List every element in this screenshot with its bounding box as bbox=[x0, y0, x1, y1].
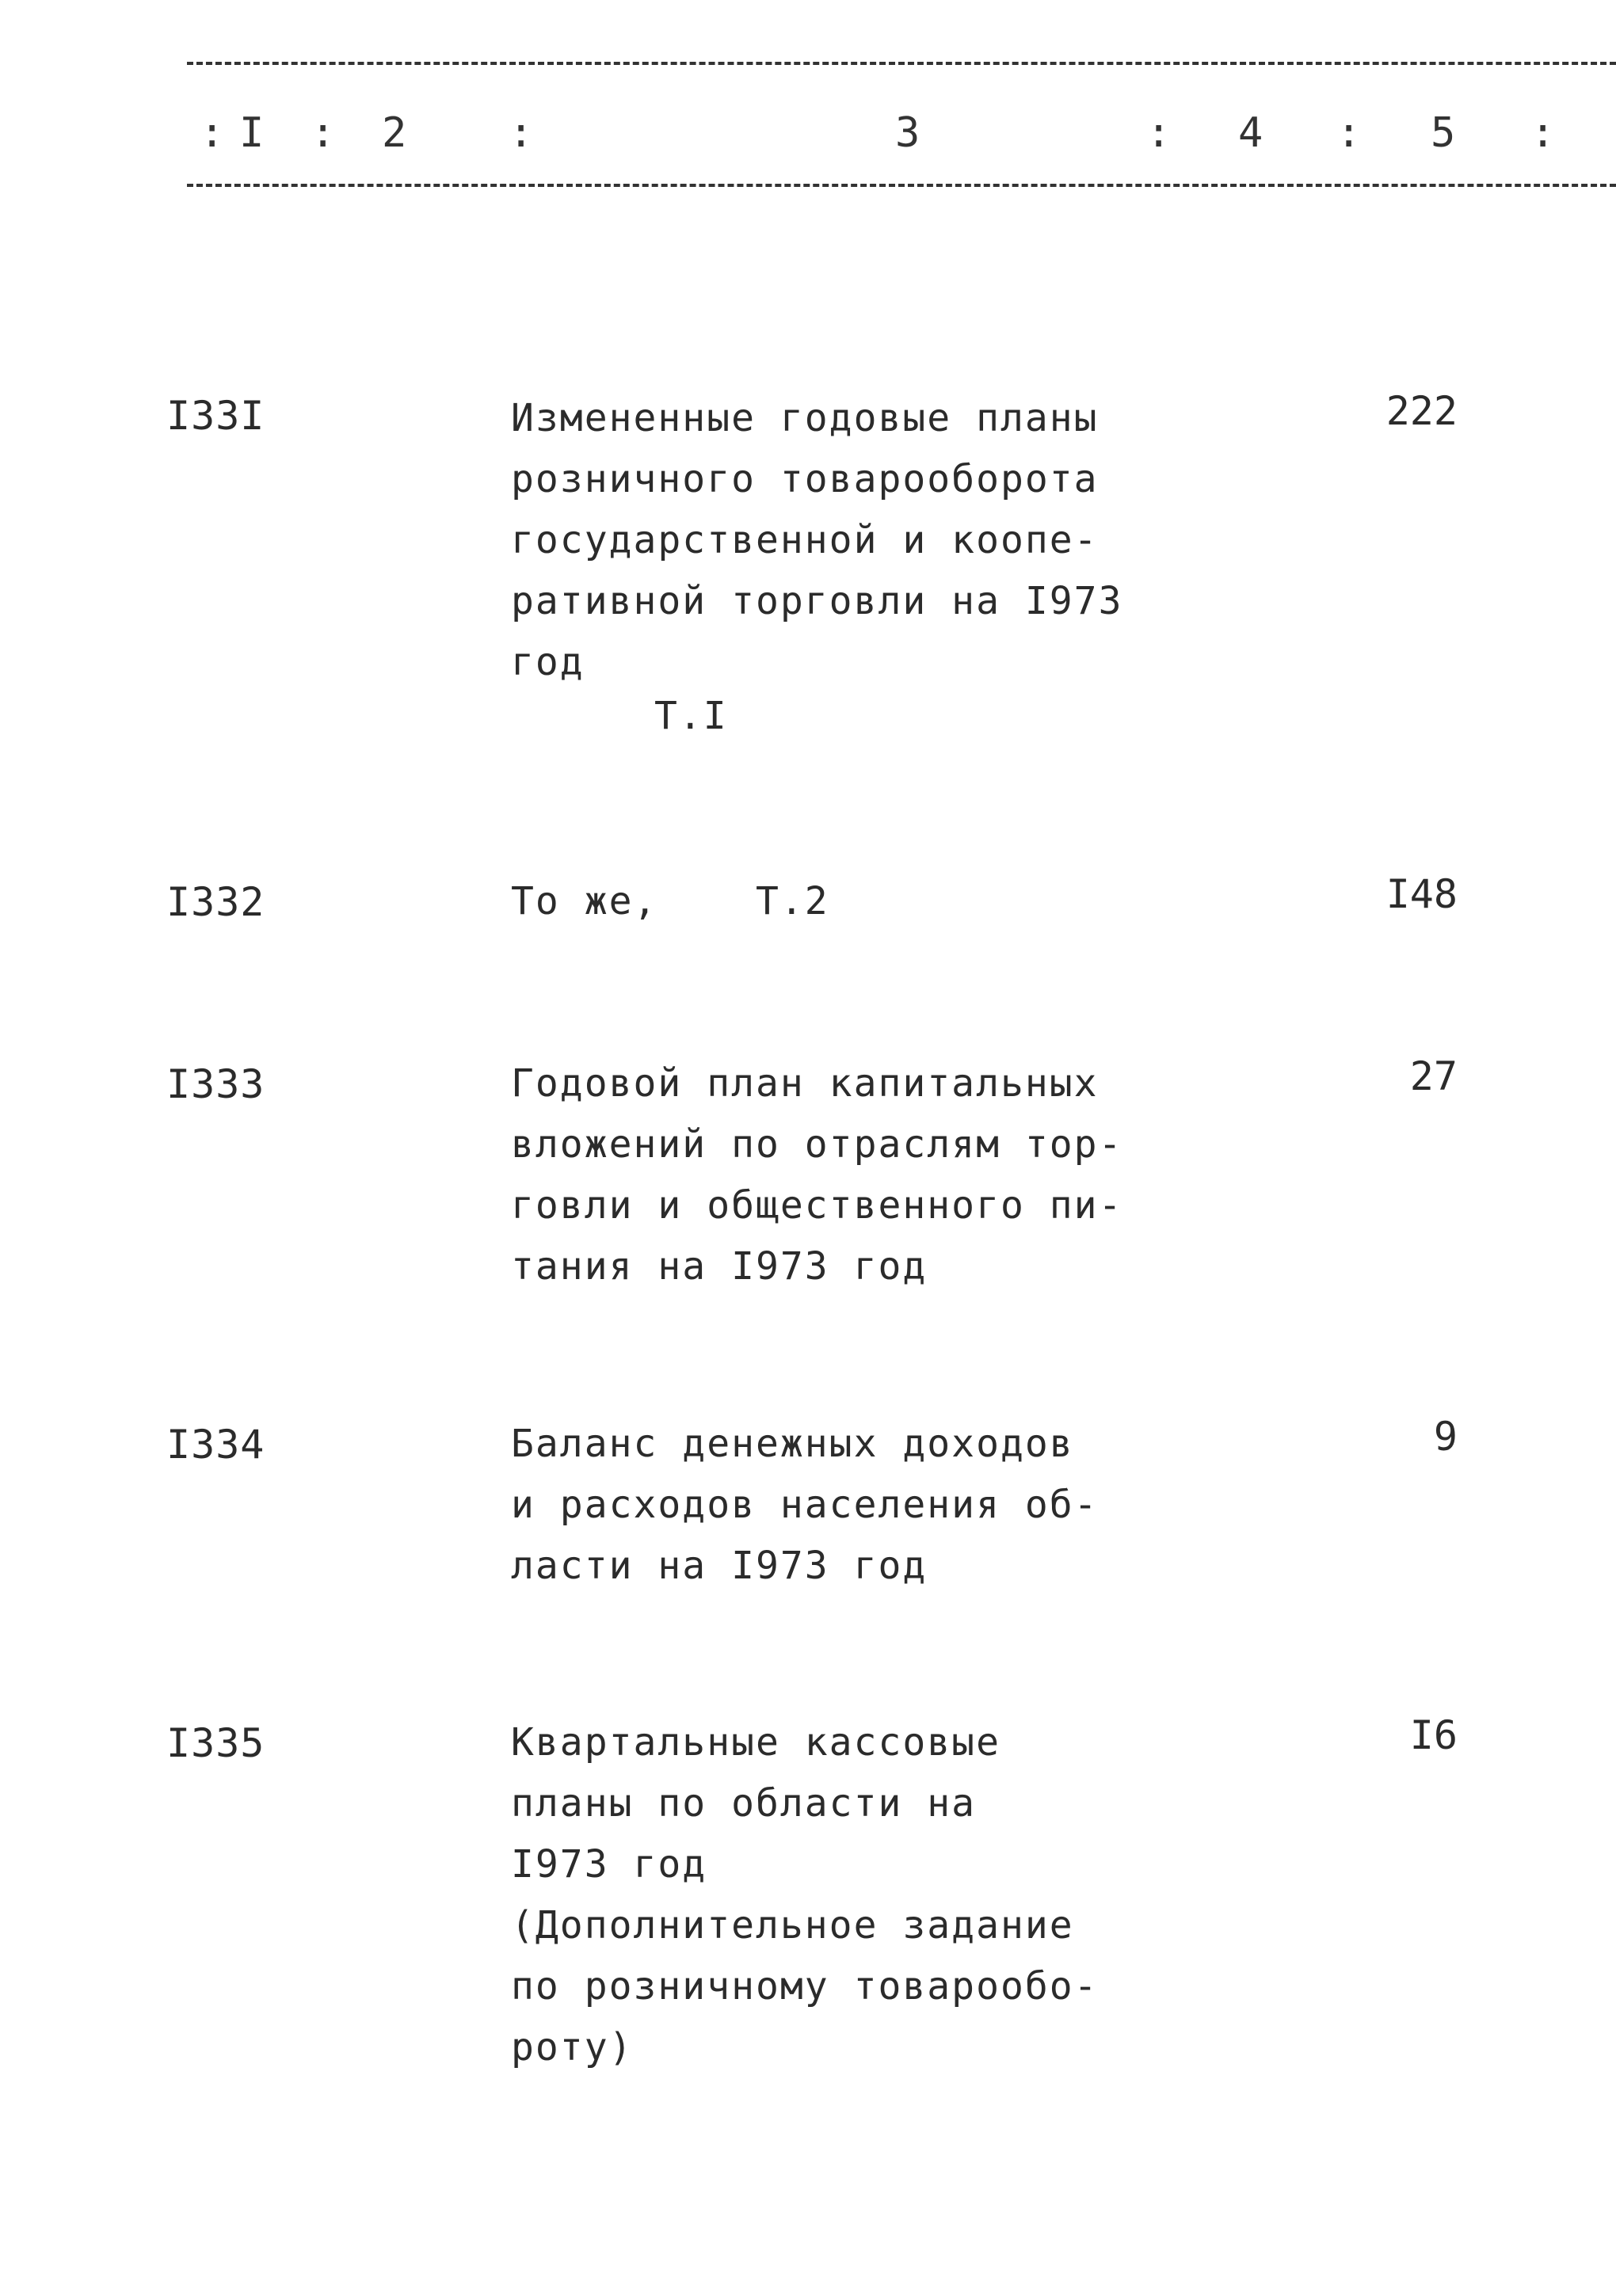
entry-description bbox=[511, 1712, 1145, 2078]
entry-description bbox=[511, 1414, 1145, 1597]
description-line: год bbox=[511, 640, 585, 684]
header-col-5: 5 bbox=[1431, 109, 1456, 157]
description-line: ративной торговли на I973 bbox=[511, 579, 1123, 623]
entry-volume: Т.I bbox=[654, 694, 728, 738]
entry-number: I33I bbox=[166, 393, 265, 439]
description-line: Баланс денежных доходов bbox=[511, 1422, 1074, 1466]
description-line: То же, Т.2 bbox=[511, 879, 829, 923]
description-line: тания на I973 год bbox=[511, 1244, 928, 1289]
description-line: (Дополнительное задание bbox=[511, 1903, 1074, 1948]
header-separator: : bbox=[200, 109, 225, 157]
description-line: и расходов населения об- bbox=[511, 1483, 1099, 1527]
header-separator: : bbox=[311, 109, 336, 157]
entry-description bbox=[511, 871, 1145, 932]
entry-number: I335 bbox=[166, 1720, 265, 1766]
description-line: розничного товарооборота bbox=[511, 457, 1099, 501]
description-line: говли и общественного пи- bbox=[511, 1183, 1123, 1228]
header-bottom-rule bbox=[187, 184, 1616, 187]
description-line: Измененные годовые планы bbox=[511, 396, 1099, 440]
header-separator: : bbox=[1336, 109, 1362, 157]
header-top-rule bbox=[187, 62, 1616, 65]
entry-number: I334 bbox=[166, 1422, 265, 1468]
description-line: Квартальные кассовые bbox=[511, 1720, 1000, 1765]
entry-sheet-count: 222 bbox=[1385, 388, 1458, 434]
entry-sheet-count: 27 bbox=[1409, 1053, 1458, 1099]
description-line: по розничному товарообо- bbox=[511, 1964, 1099, 2009]
entry-sheet-count: I48 bbox=[1385, 871, 1458, 917]
description-line: государственной и коопе- bbox=[511, 518, 1099, 562]
entry-description bbox=[511, 1053, 1145, 1297]
header-col-4: 4 bbox=[1238, 109, 1263, 157]
description-line: планы по области на bbox=[511, 1781, 977, 1826]
entry-number: I332 bbox=[166, 879, 265, 925]
description-line: ласти на I973 год bbox=[511, 1544, 928, 1588]
description-line: роту) bbox=[511, 2025, 634, 2069]
header-separator: : bbox=[1530, 109, 1556, 157]
header-separator: : bbox=[509, 109, 534, 157]
entry-number: I333 bbox=[166, 1061, 265, 1107]
header-col-1: I bbox=[239, 109, 265, 157]
header-col-2: 2 bbox=[382, 109, 407, 157]
entry-description bbox=[511, 388, 1145, 693]
description-line: Годовой план капитальных bbox=[511, 1061, 1099, 1106]
description-line: I973 год bbox=[511, 1842, 707, 1887]
description-line: вложений по отраслям тор- bbox=[511, 1122, 1123, 1167]
entry-sheet-count: I6 bbox=[1409, 1712, 1458, 1758]
header-separator: : bbox=[1146, 109, 1172, 157]
header-col-3: 3 bbox=[895, 109, 920, 157]
entry-sheet-count: 9 bbox=[1433, 1414, 1458, 1460]
